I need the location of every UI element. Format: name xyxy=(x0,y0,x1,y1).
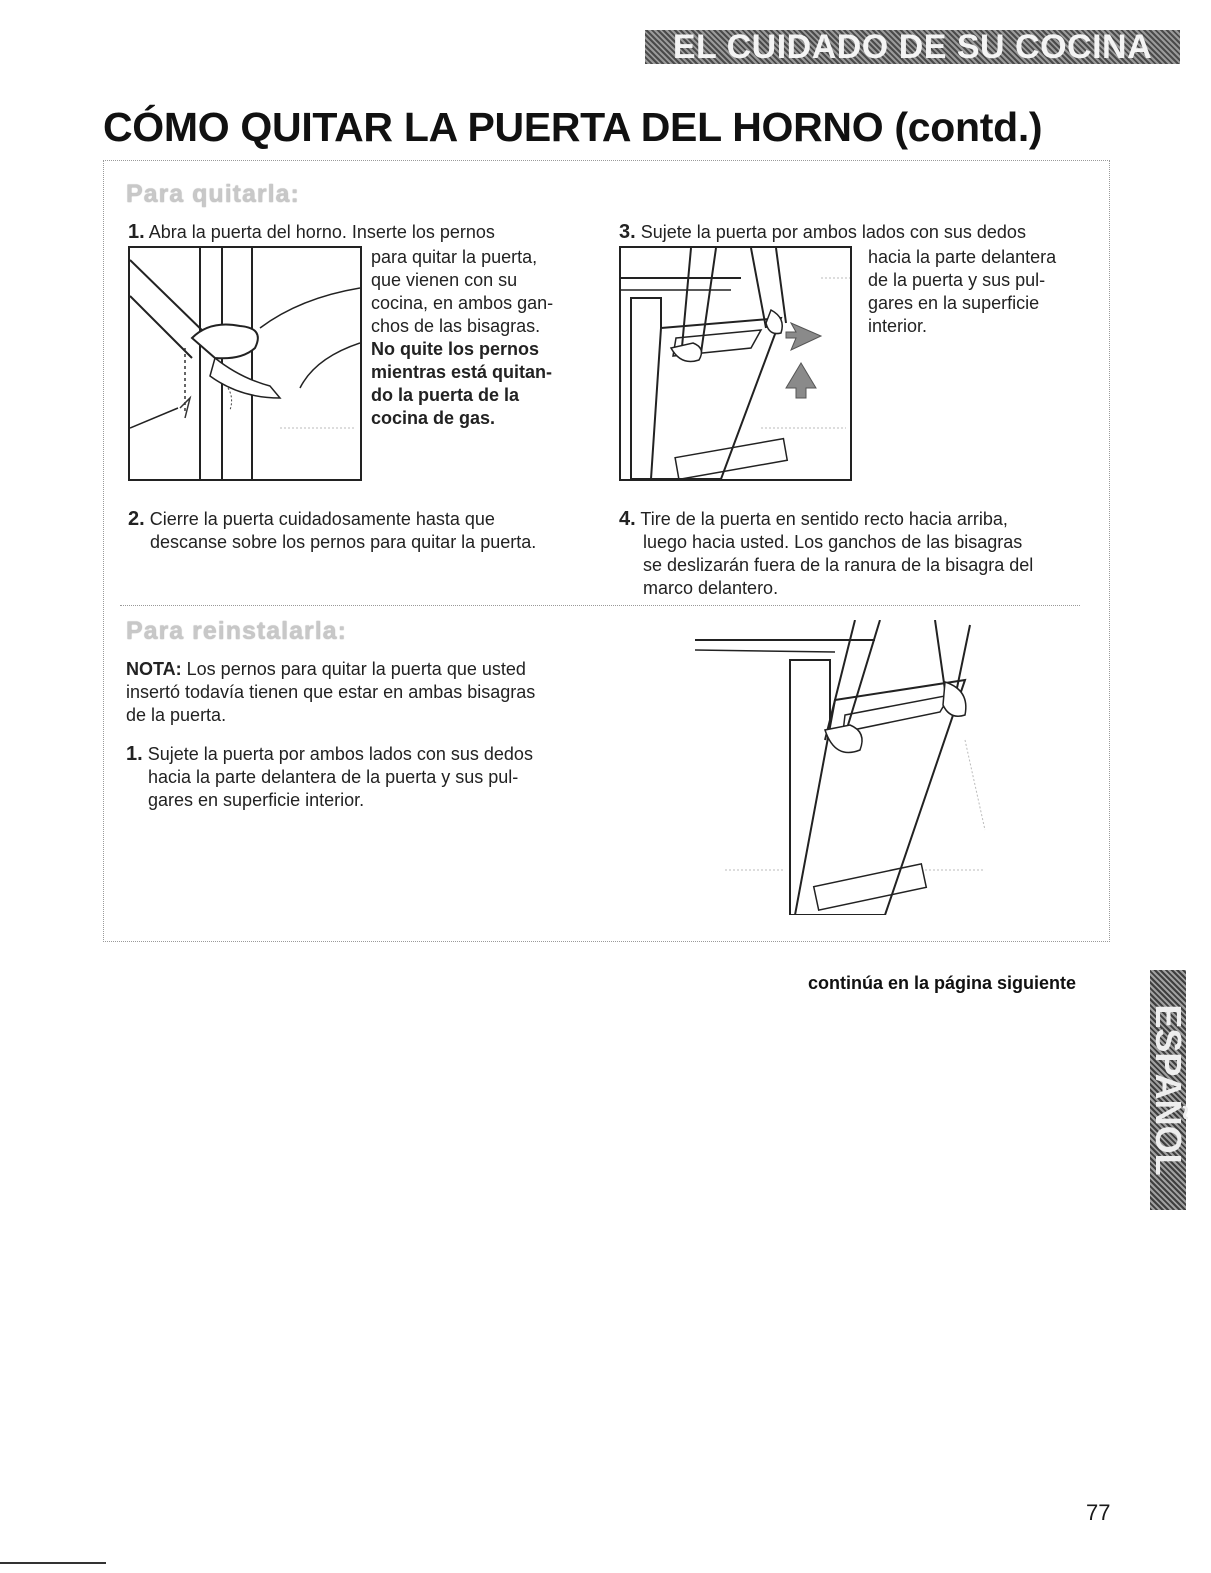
step-text: Sujete la puerta por ambos lados con sus dedos xyxy=(147,744,533,764)
step-text: cocina, en ambos gan- xyxy=(371,293,554,313)
step-text: de la puerta y sus pul- xyxy=(868,270,1046,290)
door-grip-illustration xyxy=(619,246,852,481)
language-side-tab xyxy=(1148,970,1189,1210)
step-warning: do la puerta de la xyxy=(371,385,520,405)
remove-step-1-body xyxy=(371,246,601,430)
step-text: que vienen con su xyxy=(371,270,518,290)
step-warning: No quite los pernos xyxy=(371,339,540,359)
remove-step-3-body xyxy=(868,246,1098,338)
remove-step-4 xyxy=(619,508,1089,600)
remove-heading: Para quitarla: xyxy=(126,180,300,208)
section-banner: EL CUIDADO DE SU COCINA xyxy=(645,30,1180,64)
step-text: Cierre la puerta cuidadosamente hasta que xyxy=(149,509,495,529)
step-text: luego hacia usted. Los ganchos de las bisagras xyxy=(643,532,1023,552)
section-divider xyxy=(120,605,1080,606)
step-text: se deslizarán fuera de la ranura de la bisagra del xyxy=(643,555,1034,575)
step-number: 1. xyxy=(128,221,145,243)
step-text: descanse sobre los pernos para quitar la puerta. xyxy=(150,532,537,552)
step-warning: cocina de gas. xyxy=(371,408,496,428)
door-reinstall-illustration xyxy=(695,620,995,915)
step-warning: mientras está quitan- xyxy=(371,362,553,382)
step-text: gares en superficie interior. xyxy=(148,790,365,810)
note-text: Los pernos para quitar la puerta que usted xyxy=(181,659,526,679)
step-number: 1. xyxy=(126,743,143,765)
step-number: 2. xyxy=(128,508,145,530)
door-grip-drawing xyxy=(621,248,850,479)
reinstall-step-1 xyxy=(126,743,606,812)
step-number: 3. xyxy=(619,221,636,243)
side-tab-label: ESPAÑOL xyxy=(1148,1004,1189,1176)
door-reinstall-drawing xyxy=(695,620,995,915)
reinstall-heading: Para reinstalarla: xyxy=(126,617,347,645)
hinge-pin-drawing xyxy=(130,248,360,479)
step-text: Sujete la puerta por ambos lados con sus dedos xyxy=(640,222,1026,242)
remove-step-3-intro xyxy=(619,221,1026,244)
note-text: insertó todavía tienen que estar en ambas bisagras xyxy=(126,682,536,702)
reinstall-note xyxy=(126,658,606,727)
page-title: CÓMO QUITAR LA PUERTA DEL HORNO (contd.) xyxy=(103,104,1043,150)
step-text: interior. xyxy=(868,316,928,336)
step-text: para quitar la puerta, xyxy=(371,247,538,267)
step-text: hacia la parte delantera xyxy=(868,247,1057,267)
step-text: gares en la superficie xyxy=(868,293,1040,313)
remove-step-2 xyxy=(128,508,598,554)
note-text: de la puerta. xyxy=(126,705,227,725)
bottom-rule xyxy=(0,1562,106,1564)
continued-note: continúa en la página siguiente xyxy=(808,973,1077,993)
step-text: hacia la parte delantera de la puerta y sus pul- xyxy=(148,767,519,787)
step-text: marco delantero. xyxy=(643,578,779,598)
page-number: 77 xyxy=(1086,1500,1111,1525)
note-label: NOTA: xyxy=(126,659,182,679)
remove-step-1-intro xyxy=(128,221,495,244)
step-text: Abra la puerta del horno. Inserte los pernos xyxy=(148,222,495,242)
step-text: chos de las bisagras. xyxy=(371,316,541,336)
hinge-pin-illustration xyxy=(128,246,362,481)
step-number: 4. xyxy=(619,508,636,530)
step-text: Tire de la puerta en sentido recto hacia arriba, xyxy=(640,509,1008,529)
